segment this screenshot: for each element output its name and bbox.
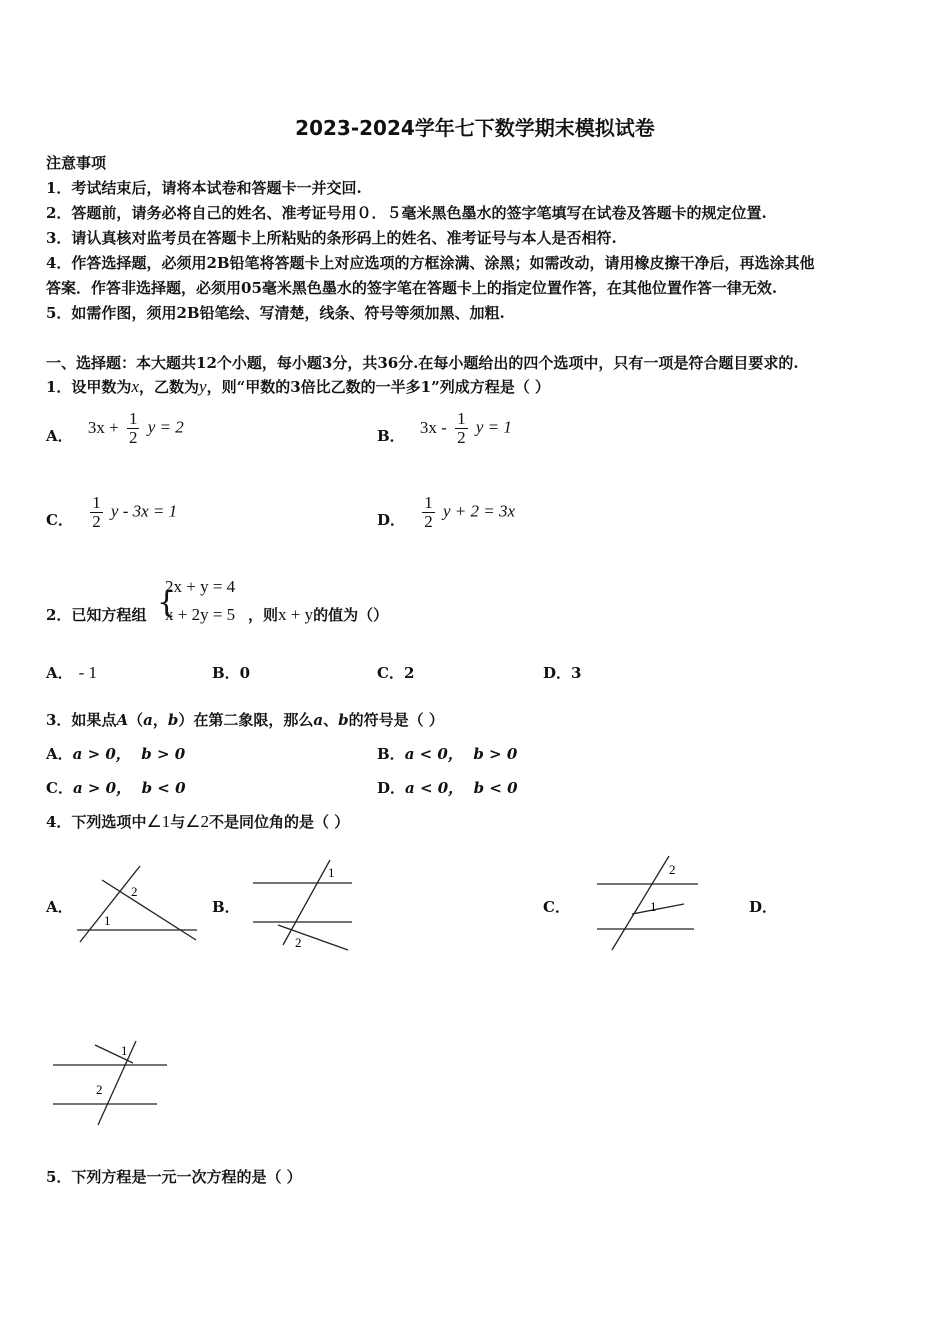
- q4-option-c[interactable]: C．: [543, 898, 570, 916]
- question-2-tail: ，则x + y的值为（）: [248, 605, 389, 624]
- q1-option-b[interactable]: B． 3x - $\frac{1}{2}$ y = 1: [377, 409, 512, 447]
- system-brace: {: [157, 585, 177, 620]
- angle-2-label: 2: [96, 1082, 103, 1097]
- q3-option-d[interactable]: D．a < 0， b < 0: [377, 779, 518, 797]
- var-x: x: [131, 377, 139, 396]
- q4-option-a[interactable]: A．: [46, 898, 73, 916]
- q2-option-a[interactable]: A． - 1: [46, 663, 98, 682]
- q3-option-a[interactable]: A．a > 0， b > 0: [46, 745, 186, 763]
- notice-item-4: 4．作答选择题，必须用2B铅笔将答题卡上对应选项的方框涂满、涂黑；如需改动，请用橡皮擦干净后，再选涂其他: [46, 254, 815, 272]
- var-y: y: [199, 377, 207, 396]
- notice-item-4-cont: 答案．作答非选择题，必须用05毫米黑色墨水的签字笔在答题卡上的指定位置作答，在其他位置作答一律无效.: [46, 279, 778, 297]
- q4-option-d[interactable]: D．: [749, 898, 778, 916]
- q2-equation-2: x + 2y = 5: [165, 605, 236, 624]
- angle-2-label: 2: [131, 884, 138, 899]
- question-3: 3．如果点A（a，b）在第二象限，那么a、b的符号是（ ）: [46, 711, 444, 729]
- q4-figure-b: [248, 855, 358, 955]
- page-title: 2023-2024学年七下数学期末模拟试卷: [295, 116, 655, 140]
- question-2-stem: 2．已知方程组: [46, 606, 147, 624]
- notice-item-5: 5．如需作图，须用2B铅笔绘、写清楚，线条、符号等须加黑、加粗.: [46, 304, 505, 322]
- q2-option-d[interactable]: D．3: [543, 664, 582, 682]
- q4-option-b[interactable]: B．: [212, 898, 240, 916]
- q2-option-b[interactable]: B．0: [212, 664, 251, 682]
- q4-figure-a: [72, 862, 202, 947]
- q3-option-b[interactable]: B．a < 0， b > 0: [377, 745, 518, 763]
- q3-option-c[interactable]: C．a > 0， b < 0: [46, 779, 186, 797]
- question-1: 1．设甲数为x，乙数为y，则“甲数的3倍比乙数的一半多1”列成方程是（ ）: [46, 377, 550, 396]
- angle-1-label: 1: [328, 865, 335, 880]
- angle-1-label: 1: [121, 1043, 128, 1058]
- notice-item-1: 1．考试结束后，请将本试卷和答题卡一并交回.: [46, 179, 362, 197]
- angle-2-label: 2: [295, 935, 302, 950]
- angle-1-label: 1: [650, 899, 657, 914]
- q2-equation-1: 2x + y = 4: [165, 577, 236, 596]
- question-5: 5．下列方程是一元一次方程的是（ ）: [46, 1168, 302, 1186]
- q4-figure-c: [592, 852, 702, 954]
- q1-option-a[interactable]: A． 3x + $\frac{1}{2}$ y = 2: [46, 409, 184, 447]
- angle-2-label: 2: [669, 862, 676, 877]
- q1-option-d[interactable]: D． $\frac{1}{2}$ y + 2 = 3x: [377, 493, 516, 531]
- q4-figure-d: [50, 1037, 170, 1129]
- q2-option-c[interactable]: C．2: [377, 664, 415, 682]
- notice-item-3: 3．请认真核对监考员在答题卡上所粘贴的条形码上的姓名、准考证号与本人是否相符.: [46, 229, 617, 247]
- notice-item-2: 2．答题前，请务必将自己的姓名、准考证号用０．５毫米黑色墨水的签字笔填写在试卷及答题卡的规定位置.: [46, 204, 767, 222]
- question-4: 4．下列选项中∠1与∠2不是同位角的是（ ）: [46, 812, 350, 831]
- angle-1-label: 1: [104, 913, 111, 928]
- notice-heading: 注意事项: [46, 154, 107, 172]
- q1-option-c[interactable]: C． $\frac{1}{2}$ y - 3x = 1: [46, 493, 178, 531]
- section-heading: 一、选择题：本大题共12个小题，每小题3分，共36分.在每小题给出的四个选项中，只有一项是符合题目要求的.: [46, 354, 799, 372]
